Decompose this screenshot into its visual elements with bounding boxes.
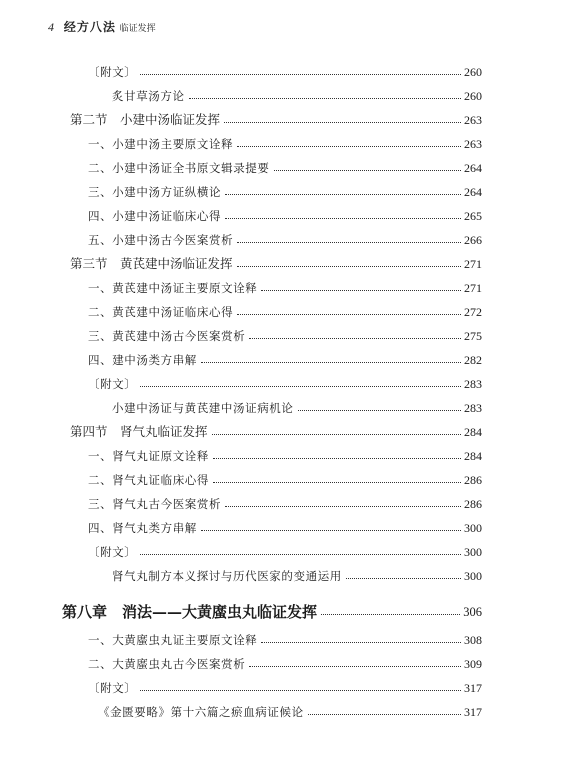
toc-entry[interactable] [88,677,482,695]
dot-leader [237,314,461,315]
toc-entry-title: 三、黄芪建中汤古今医案赏析 [88,329,246,343]
dot-leader [261,642,461,643]
toc-entry-title: 〔附文〕 [88,681,137,695]
toc-section-entry[interactable] [70,421,482,439]
dot-leader [308,714,461,715]
toc-entry-page: 300 [464,521,482,535]
toc-entry[interactable] [88,541,482,559]
toc-entry-page: 260 [464,89,482,103]
dot-leader [274,170,462,171]
toc-entry[interactable] [88,133,482,151]
toc-entry[interactable] [88,181,482,199]
dot-leader [212,434,461,435]
dot-leader [249,338,461,339]
dot-leader [225,506,461,507]
dot-leader [201,530,461,531]
toc-entry[interactable] [88,629,482,647]
dot-leader [225,194,461,195]
dot-leader [201,362,461,363]
dot-leader [140,74,461,75]
toc-entry-page: 317 [464,705,482,719]
toc-entry-page: 300 [464,569,482,583]
toc-entry-page: 271 [464,257,482,271]
toc-entry-title: 〔附文〕 [88,545,137,559]
toc-entry-title: 〔附文〕 [88,377,137,391]
toc-entry-page: 286 [464,497,482,511]
toc-entry-title: 四、小建中汤证临床心得 [88,209,222,223]
toc-entry[interactable] [88,325,482,343]
toc-entry-page: 272 [464,305,482,319]
toc-entry-page: 309 [464,657,482,671]
toc-entry[interactable] [112,397,482,415]
toc-entry-page: 283 [464,401,482,415]
toc-entry-page: 275 [464,329,482,343]
toc-entry-title: 二、黄芪建中汤证临床心得 [88,305,234,319]
dot-leader [346,578,461,579]
toc-entry[interactable] [88,157,482,175]
dot-leader [249,666,461,667]
header-subtitle: 临证发挥 [119,24,156,34]
toc-entry-page: 283 [464,377,482,391]
toc-entry-title: 第三节 黄芪建中汤临证发挥 [70,256,233,271]
toc-entry[interactable] [112,85,482,103]
toc-entry[interactable] [88,373,482,391]
dot-leader [140,554,461,555]
toc-entry-page: 317 [464,681,482,695]
toc-entry-title: 〔附文〕 [88,65,137,79]
toc-entry-page: 284 [464,449,482,463]
toc-entry[interactable] [112,565,482,583]
toc-entry-page: 308 [464,633,482,647]
toc-entry[interactable] [88,205,482,223]
toc-entry-title: 二、大黄䗪虫丸古今医案赏析 [88,657,246,671]
toc-entry[interactable] [88,469,482,487]
dot-leader [261,290,461,291]
toc-entry-page: 264 [464,185,482,199]
toc-entry-page: 286 [464,473,482,487]
dot-leader [237,266,461,267]
toc-entry-page: 300 [464,545,482,559]
toc-entry-page: 263 [464,113,482,127]
toc-entry-title: 二、肾气丸证临床心得 [88,473,209,487]
toc-entry[interactable] [88,229,482,247]
toc-entry-title: 五、小建中汤古今医案赏析 [88,233,234,247]
toc-entry-page: 282 [464,353,482,367]
toc-entry[interactable] [88,301,482,319]
toc-entry-title: 第八章 消法——大黄䗪虫丸临证发挥 [62,603,318,621]
toc-entry-title: 一、黄芪建中汤证主要原文诠释 [88,281,258,295]
toc-chapter-entry[interactable] [62,601,482,619]
dot-leader [213,458,461,459]
toc-entry[interactable] [88,517,482,535]
toc-entry-title: 一、小建中汤主要原文诠释 [88,137,234,151]
toc-entry-title: 小建中汤证与黄芪建中汤证病机论 [112,401,294,415]
dot-leader [321,614,460,615]
toc-entry-page: 260 [464,65,482,79]
toc-entry[interactable] [88,349,482,367]
toc-entry[interactable] [98,701,482,719]
toc-section-entry[interactable] [70,253,482,271]
toc-entry-title: 三、小建中汤方证纵横论 [88,185,222,199]
toc-entry[interactable] [88,445,482,463]
dot-leader [140,690,461,691]
dot-leader [237,242,461,243]
running-header [48,18,156,35]
toc-entry[interactable] [88,277,482,295]
toc-entry-page: 263 [464,137,482,151]
toc-entry[interactable] [88,653,482,671]
toc-entry-title: 第二节 小建中汤临证发挥 [70,112,221,127]
toc-entry-page: 266 [464,233,482,247]
dot-leader [213,482,461,483]
toc-entry-title: 一、肾气丸证原文诠释 [88,449,209,463]
toc-entry-title: 三、肾气丸古今医案赏析 [88,497,222,511]
toc-entry[interactable] [88,493,482,511]
toc-entry-page: 265 [464,209,482,223]
dot-leader [189,98,461,99]
toc-entry-title: 四、肾气丸类方串解 [88,521,197,535]
toc-entry-title: 《金匮要略》第十六篇之瘀血病证候论 [98,705,304,719]
toc-entry-page: 271 [464,281,482,295]
header-book-title: 经方八法 [63,20,116,34]
dot-leader [298,410,462,411]
toc-entry-title: 一、大黄䗪虫丸证主要原文诠释 [88,633,258,647]
toc-entry-title: 第四节 肾气丸临证发挥 [70,424,208,439]
header-page-number: 4 [48,20,54,34]
toc-entry-page: 284 [464,425,482,439]
toc-entry-title: 四、建中汤类方串解 [88,353,197,367]
toc-section-entry[interactable] [70,109,482,127]
toc-entry-title: 二、小建中汤证全书原文辑录提要 [88,161,270,175]
toc-entry-page: 264 [464,161,482,175]
toc-entry[interactable] [88,61,482,79]
toc-entry-title: 肾气丸制方本义探讨与历代医家的变通运用 [112,569,342,583]
toc-entry-page: 306 [463,605,482,619]
toc-entry-title: 炙甘草汤方论 [112,89,185,103]
dot-leader [140,386,461,387]
dot-leader [224,122,461,123]
dot-leader [237,146,461,147]
dot-leader [225,218,461,219]
